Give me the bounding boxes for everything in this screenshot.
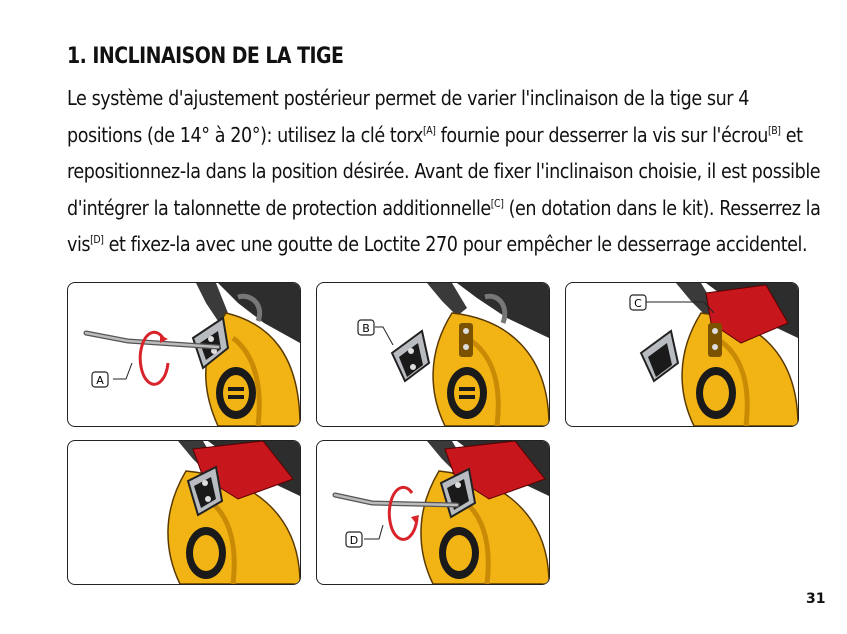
section-heading: 1. INCLINAISON DE LA TIGE xyxy=(67,44,344,69)
paragraph-text: et fixez-la avec une goutte de Loctite 270 pour empêcher le desserrage accidentel. xyxy=(103,232,808,257)
page-number: 31 xyxy=(806,591,826,607)
paragraph-line-5 xyxy=(67,226,808,263)
paragraph-text: et xyxy=(780,122,803,147)
ref-b-superscript: [B] xyxy=(768,123,781,137)
callout-label-c: C xyxy=(634,297,642,310)
boot-illustration xyxy=(317,283,549,426)
boot-illustration xyxy=(68,441,300,584)
figure-panel-3 xyxy=(565,282,799,427)
callout-label-a: A xyxy=(96,374,104,387)
paragraph-line-4 xyxy=(67,190,821,227)
paragraph-text: vis xyxy=(67,232,91,257)
ref-a-superscript: [A] xyxy=(422,123,436,137)
instructions-paragraph xyxy=(67,80,821,263)
figure-panel-5 xyxy=(316,440,550,585)
boot-illustration xyxy=(317,441,549,584)
boot-illustration xyxy=(566,283,798,426)
figure-panel-4 xyxy=(67,440,301,585)
paragraph-text: fournie pour desserrer la vis sur l'écrou xyxy=(435,122,769,147)
figure-panel-2 xyxy=(316,282,550,427)
paragraph-text: d'intégrer la talonnette de protection additionnelle xyxy=(67,195,491,220)
paragraph-text: (en dotation dans le kit). Resserrez la xyxy=(503,195,821,220)
boot-illustration xyxy=(68,283,300,426)
ref-c-superscript: [C] xyxy=(490,196,504,210)
callout-label-d: D xyxy=(349,534,359,547)
paragraph-line-2 xyxy=(67,117,803,154)
paragraph-text: positions (de 14° à 20°): utilisez la clé torx xyxy=(67,122,423,147)
callout-label-b: B xyxy=(362,322,370,335)
paragraph-line-1: Le système d'ajustement postérieur permet de varier l'inclinaison de la tige sur 4 xyxy=(67,86,750,110)
paragraph-line-3: repositionnez-la dans la position désirée. Avant de fixer l'inclinaison choisie, il est possible xyxy=(67,159,821,184)
ref-d-superscript: [D] xyxy=(90,233,104,247)
figure-panel-1 xyxy=(67,282,301,427)
